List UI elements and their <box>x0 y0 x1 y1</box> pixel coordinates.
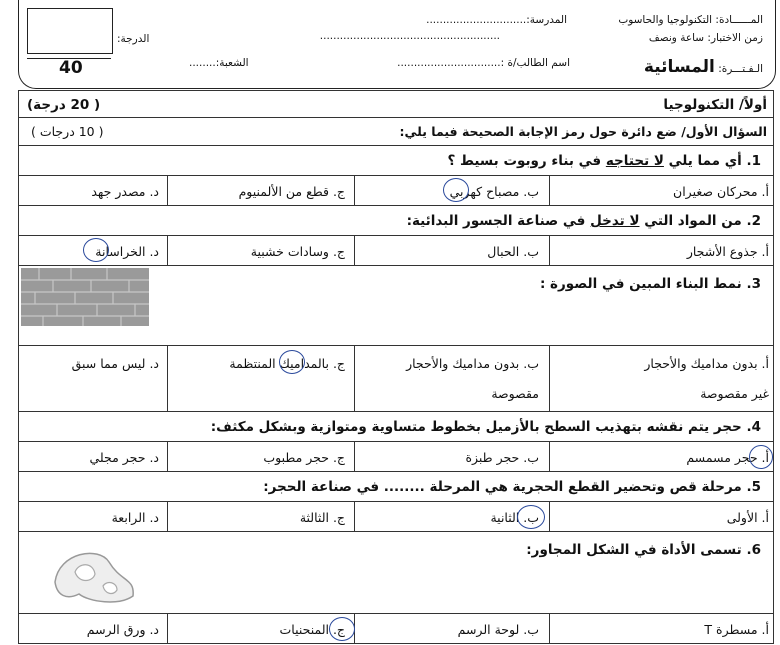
question-instruction-row <box>18 118 774 146</box>
options-row-1 <box>18 176 774 206</box>
divider <box>167 236 168 265</box>
divider <box>167 442 168 471</box>
question-text: مرحلة قص وتحضير القطع الحجرية هي المرحلة ........ في صناعة الحجر: <box>263 479 742 495</box>
option-a[interactable]: أ. محركان صغيران <box>673 184 769 199</box>
section-marks: ( 20 درجة) <box>27 97 101 113</box>
question-row-5 <box>18 472 774 502</box>
option-a[interactable]: أ. بدون مداميك والأحجار <box>644 356 769 371</box>
grade-label: الدرجة: <box>117 33 150 45</box>
option-c[interactable]: ج. وسادات خشبية <box>250 244 345 259</box>
question-marks: ( 10 درجات ) <box>31 124 104 139</box>
question-number: 1. <box>746 153 761 169</box>
answer-circle <box>83 238 109 262</box>
option-b-continued: مقصوصة <box>491 386 539 401</box>
option-b[interactable]: ب. بدون مداميك والأحجار <box>406 356 539 371</box>
divider <box>354 502 355 531</box>
divider <box>167 614 168 643</box>
answer-circle <box>279 350 305 374</box>
divider <box>167 502 168 531</box>
section-label: الشعبة:........ <box>189 57 249 69</box>
question-text-post: في صناعة الجسور البدائية: <box>406 213 591 229</box>
question-row-4 <box>18 412 774 442</box>
period-label <box>644 57 763 77</box>
question-text: نمط البناء المبين في الصورة : <box>539 276 742 292</box>
question-text-pre: من المواد التي <box>639 213 742 229</box>
question-row-2 <box>18 206 774 236</box>
option-d[interactable]: د. ليس مما سبق <box>71 356 159 371</box>
grade-box <box>27 8 113 54</box>
option-d[interactable]: د. حجر مجلي <box>89 450 159 465</box>
question-text: تسمى الأداة في الشكل المجاور: <box>526 542 742 558</box>
question-text-post: في بناء روبوت بسيط ؟ <box>447 153 606 169</box>
school-label: المدرسة:.............................. <box>426 14 567 26</box>
answer-circle <box>443 178 469 202</box>
option-c[interactable]: ج. بالمداميك المنتظمة <box>229 356 345 371</box>
option-c[interactable]: ج. الثالثة <box>299 510 345 525</box>
total-marks: 40 <box>59 58 83 78</box>
exam-header <box>18 0 776 89</box>
options-row-3 <box>18 346 774 412</box>
option-b[interactable]: ب. لوحة الرسم <box>457 622 539 637</box>
option-d[interactable]: د. الخراسانة <box>95 244 159 259</box>
question-text-1 <box>447 153 761 169</box>
question-instruction: السؤال الأول/ ضع دائرة حول رمز الإجابة الصحيحة فيما يلي: <box>399 124 767 139</box>
section-title: أولاً/ التكنولوجيا <box>663 97 767 113</box>
divider <box>354 176 355 205</box>
options-row-5 <box>18 502 774 532</box>
subject-label: المــــــادة: التكنولوجيا والحاسوب <box>618 14 763 26</box>
question-number: 3. <box>746 276 761 292</box>
student-name-label: اسم الطالب/ة :............................... <box>397 57 570 69</box>
divider <box>549 442 550 471</box>
option-d[interactable]: د. ورق الرسم <box>86 622 159 637</box>
option-a[interactable]: أ. مسطرة T <box>704 622 769 637</box>
divider <box>167 176 168 205</box>
divider <box>549 236 550 265</box>
option-a[interactable]: أ. الأولى <box>726 510 769 525</box>
question-text-underlined: لا تدخل <box>590 213 640 229</box>
options-row-4 <box>18 442 774 472</box>
question-number: 5. <box>746 479 761 495</box>
question-number: 4. <box>746 419 761 435</box>
question-row-1 <box>18 146 774 176</box>
option-b[interactable]: ب. الحبال <box>487 244 539 259</box>
divider <box>549 614 550 643</box>
option-d[interactable]: د. الرابعة <box>111 510 159 525</box>
question-row-3 <box>18 266 774 346</box>
question-text-6 <box>526 542 761 558</box>
answer-circle <box>517 505 545 529</box>
option-b[interactable]: ب. حجر طبزة <box>465 450 539 465</box>
period-prefix: الـفـتـــرة: <box>718 63 763 75</box>
option-a[interactable]: أ. حجر مسمسم <box>686 450 769 465</box>
stone-wall-image <box>21 268 149 326</box>
header-dots: ...................................................... <box>319 30 500 42</box>
option-a[interactable]: أ. جذوع الأشجار <box>686 244 769 259</box>
option-b[interactable]: ب. الثانية <box>490 510 539 525</box>
option-c[interactable]: ج. المنحنيات <box>279 622 345 637</box>
option-c[interactable]: ج. قطع من الألمنيوم <box>238 184 345 199</box>
french-curve-image <box>49 542 139 608</box>
option-d[interactable]: د. مصدر جهد <box>91 184 159 199</box>
divider <box>549 346 550 411</box>
option-c[interactable]: ج. حجر مطبوب <box>263 450 345 465</box>
answer-circle <box>329 617 355 641</box>
question-text-pre: أي مما يلي <box>663 153 742 169</box>
question-text-4 <box>211 419 761 435</box>
question-text-2 <box>407 213 761 229</box>
question-text-5 <box>263 479 761 495</box>
question-number: 6. <box>746 542 761 558</box>
option-a-continued: غير مقصوصة <box>700 386 769 401</box>
option-b[interactable]: ب. مصباح كهربي <box>449 184 539 199</box>
divider <box>354 236 355 265</box>
period-value: المسائية <box>643 57 715 77</box>
divider <box>354 346 355 411</box>
question-text-underlined: لا تحتاجه <box>605 153 664 169</box>
divider <box>167 346 168 411</box>
options-row-6 <box>18 614 774 644</box>
options-row-2 <box>18 236 774 266</box>
divider <box>549 502 550 531</box>
question-text: حجر يتم نقشه بتهذيب السطح بالأزميل بخطوط متساوية ومتوازية وبشكل مكثف: <box>210 419 742 435</box>
section-title-row <box>18 90 774 118</box>
answer-circle <box>749 445 773 469</box>
duration-label: زمن الاختبار: ساعة ونصف <box>648 32 763 44</box>
question-number: 2. <box>746 213 761 229</box>
question-row-6 <box>18 532 774 614</box>
question-text-3 <box>540 276 761 292</box>
divider <box>354 442 355 471</box>
divider <box>549 176 550 205</box>
